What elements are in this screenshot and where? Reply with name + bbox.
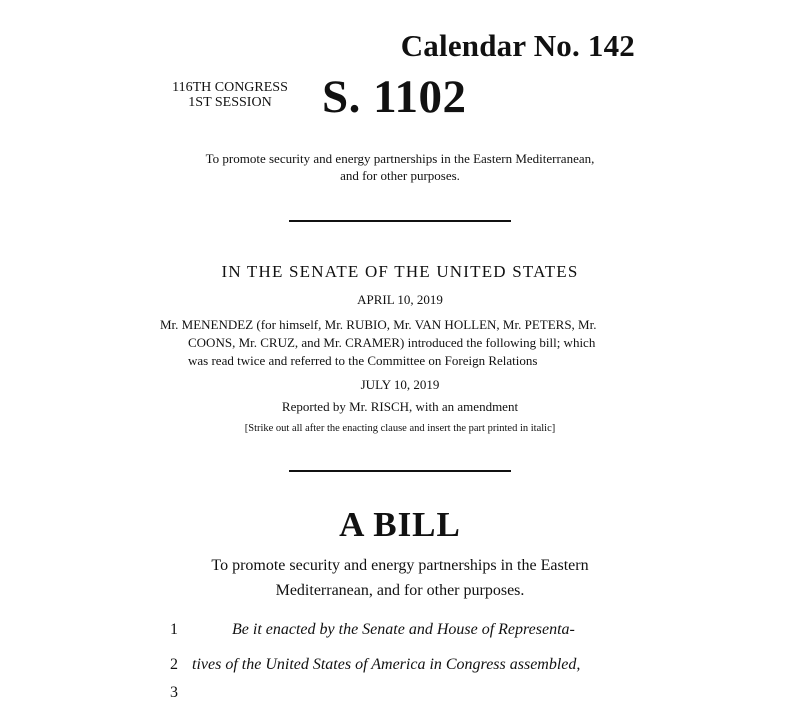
sponsors-paragraph — [160, 316, 640, 370]
line-text: Be it enacted by the Senate and House of Representa- — [232, 621, 575, 638]
bill-heading: A BILL — [339, 505, 461, 544]
calendar-number: Calendar No. 142 — [400, 28, 635, 63]
line-number: 1 — [170, 621, 178, 638]
purpose-summary — [150, 150, 650, 184]
session-label: 1ST SESSION — [188, 95, 272, 110]
congress-session-block — [150, 80, 310, 110]
sponsors-line-3: was read twice and referred to the Committee on Foreign Relations — [188, 353, 538, 368]
sponsors-line-2: COONS, Mr. CRUZ, and Mr. CRAMER) introduced the following bill; which — [188, 335, 596, 350]
line-number: 2 — [170, 656, 178, 673]
bill-purpose-line-1: To promote security and energy partnerships in the Eastern — [211, 557, 589, 574]
divider-rule-top — [289, 220, 511, 222]
line-text: tives of the United States of America in Congress assembled, — [192, 656, 581, 673]
purpose-summary-line-2: and for other purposes. — [340, 168, 460, 183]
senate-heading: IN THE SENATE OF THE UNITED STATES — [221, 262, 579, 281]
congress-label: 116TH CONGRESS — [172, 80, 288, 95]
strike-note: [Strike out all after the enacting clause and insert the part printed in italic] — [244, 423, 556, 434]
purpose-summary-line-1: To promote security and energy partnerships in the Eastern Mediterranean, — [205, 151, 595, 166]
sponsors-line-1: Mr. MENENDEZ (for himself, Mr. RUBIO, Mr. VAN HOLLEN, Mr. PETERS, Mr. — [160, 317, 597, 332]
divider-rule-bottom — [289, 470, 511, 472]
introduced-date: APRIL 10, 2019 — [357, 292, 443, 307]
reported-text: Reported by Mr. RISCH, with an amendment — [281, 399, 519, 414]
reported-date: JULY 10, 2019 — [360, 377, 440, 392]
bill-number: S. 1102 — [322, 71, 467, 123]
bill-purpose — [150, 553, 650, 603]
bill-purpose-line-2: Mediterranean, and for other purposes. — [275, 582, 525, 599]
line-number: 3 — [170, 684, 178, 701]
